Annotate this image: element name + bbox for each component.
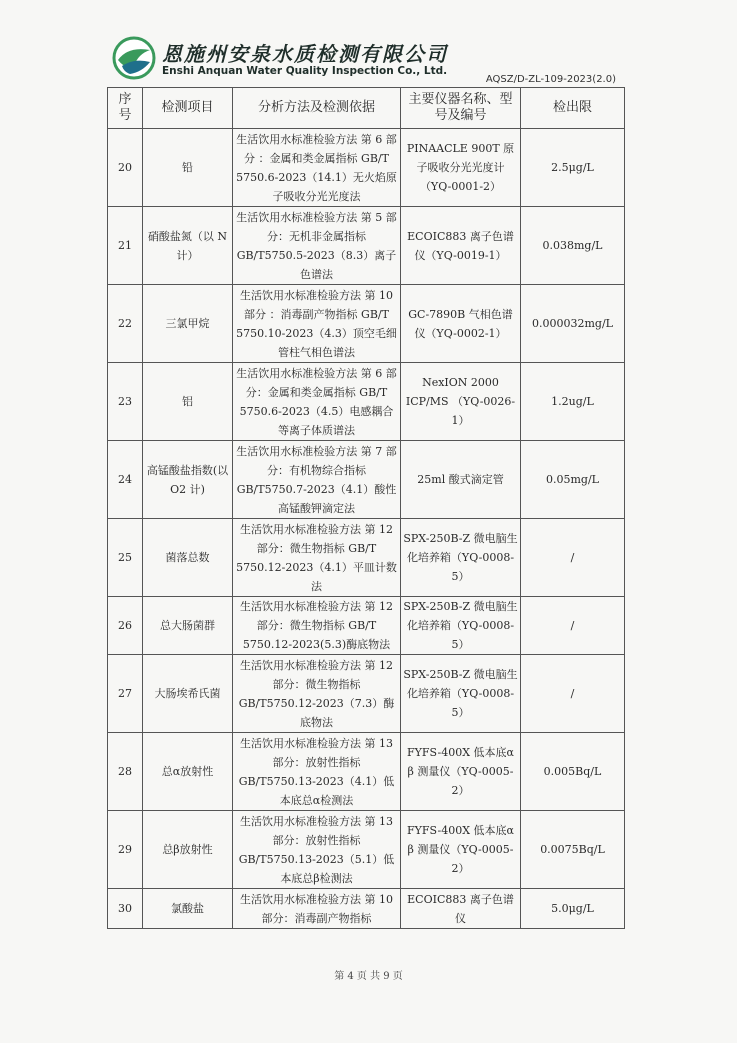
cell-item: 高锰酸盐指数(以 O2 计): [143, 441, 233, 519]
cell-method: 生活饮用水标准检验方法 第 5 部分：无机非金属指标 GB/T5750.5-2023（8.3）离子色谱法: [233, 207, 401, 285]
cell-instrument: 25ml 酸式滴定管: [401, 441, 521, 519]
cell-instrument: FYFS-400X 低本底α β 测量仪（YQ-0005-2）: [401, 733, 521, 811]
cell-seq: 23: [108, 363, 143, 441]
cell-limit: 0.038mg/L: [521, 207, 625, 285]
cell-method: 生活饮用水标准检验方法 第 13 部分：放射性指标 GB/T5750.13-2023（4.1）低本底总α检测法: [233, 733, 401, 811]
cell-limit: /: [521, 655, 625, 733]
company-name-cn: 恩施州安泉水质检测有限公司: [162, 42, 448, 66]
cell-item: 铝: [143, 363, 233, 441]
cell-limit: /: [521, 519, 625, 597]
cell-method: 生活饮用水标准检验方法 第 10 部分 ：消毒副产物指标 GB/T 5750.10-2023（4.3）顶空毛细管柱气相色谱法: [233, 285, 401, 363]
inspection-methods-table: [107, 87, 625, 929]
company-name-en: Enshi Anquan Water Quality Inspection Co., Ltd.: [162, 65, 448, 77]
cell-method: 生活饮用水标准检验方法 第 12 部分：微生物指标 GB/T 5750.12-2023（4.1）平皿计数法: [233, 519, 401, 597]
cell-seq: 25: [108, 519, 143, 597]
cell-seq: 28: [108, 733, 143, 811]
table-header-row: [108, 88, 625, 129]
cell-method: 生活饮用水标准检验方法 第 6 部分：金属和类金属指标 GB/T 5750.6-2023（4.5）电感耦合等离子体质谱法: [233, 363, 401, 441]
table-row: [108, 363, 625, 441]
cell-instrument: SPX-250B-Z 微电脑生化培养箱（YQ-0008-5）: [401, 655, 521, 733]
cell-limit: 1.2ug/L: [521, 363, 625, 441]
cell-item: 三氯甲烷: [143, 285, 233, 363]
cell-seq: 20: [108, 129, 143, 207]
document-number: AQSZ/D-ZL-109-2023(2.0): [485, 74, 616, 85]
table-row: [108, 207, 625, 285]
cell-seq: 27: [108, 655, 143, 733]
table-row: [108, 441, 625, 519]
cell-instrument: NexION 2000 ICP/MS （YQ-0026-1）: [401, 363, 521, 441]
header-instrument: 主要仪器名称、型号及编号: [401, 88, 521, 129]
cell-limit: 0.000032mg/L: [521, 285, 625, 363]
cell-item: 菌落总数: [143, 519, 233, 597]
header-seq: 序号: [108, 88, 143, 129]
header-method: 分析方法及检测依据: [233, 88, 401, 129]
cell-instrument: ECOIC883 离子色谱仪: [401, 889, 521, 929]
table-row: [108, 811, 625, 889]
cell-seq: 26: [108, 597, 143, 655]
cell-item: 总β放射性: [143, 811, 233, 889]
cell-item: 总α放射性: [143, 733, 233, 811]
header-item: 检测项目: [143, 88, 233, 129]
header-limit: 检出限: [521, 88, 625, 129]
cell-method: 生活饮用水标准检验方法 第 6 部分 ：金属和类金属指标 GB/T 5750.6-2023（14.1）无火焰原子吸收分光光度法: [233, 129, 401, 207]
cell-limit: 0.0075Bq/L: [521, 811, 625, 889]
cell-seq: 22: [108, 285, 143, 363]
cell-item: 硝酸盐氮（以 N 计）: [143, 207, 233, 285]
table-row: [108, 733, 625, 811]
cell-method: 生活饮用水标准检验方法 第 12 部分：微生物指标 GB/T5750.12-2023（7.3）酶底物法: [233, 655, 401, 733]
cell-instrument: ECOIC883 离子色谱仪（YQ-0019-1）: [401, 207, 521, 285]
cell-method: 生活饮用水标准检验方法 第 13 部分：放射性指标 GB/T5750.13-2023（5.1）低本底总β检测法: [233, 811, 401, 889]
cell-item: 铅: [143, 129, 233, 207]
cell-limit: 2.5μg/L: [521, 129, 625, 207]
cell-method: 生活饮用水标准检验方法 第 10 部分：消毒副产物指标: [233, 889, 401, 929]
cell-method: 生活饮用水标准检验方法 第 7 部分：有机物综合指标 GB/T5750.7-2023（4.1）酸性高锰酸钾滴定法: [233, 441, 401, 519]
cell-instrument: SPX-250B-Z 微电脑生化培养箱（YQ-0008-5）: [401, 519, 521, 597]
table-row: [108, 597, 625, 655]
cell-seq: 29: [108, 811, 143, 889]
cell-instrument: FYFS-400X 低本底α β 测量仪（YQ-0005-2）: [401, 811, 521, 889]
report-header: [112, 36, 622, 88]
cell-limit: 0.05mg/L: [521, 441, 625, 519]
page-number: 第 4 页 共 9 页: [334, 971, 403, 982]
table-row: [108, 519, 625, 597]
cell-item: 氯酸盐: [143, 889, 233, 929]
cell-limit: 5.0μg/L: [521, 889, 625, 929]
cell-limit: /: [521, 597, 625, 655]
table-row: [108, 655, 625, 733]
cell-limit: 0.005Bq/L: [521, 733, 625, 811]
cell-seq: 24: [108, 441, 143, 519]
table-row: [108, 889, 625, 929]
cell-item: 大肠埃希氏菌: [143, 655, 233, 733]
cell-method: 生活饮用水标准检验方法 第 12 部分：微生物指标 GB/T 5750.12-2023(5.3)酶底物法: [233, 597, 401, 655]
cell-instrument: GC-7890B 气相色谱仪（YQ-0002-1）: [401, 285, 521, 363]
cell-item: 总大肠菌群: [143, 597, 233, 655]
cell-seq: 30: [108, 889, 143, 929]
company-logo-icon: [112, 36, 156, 80]
cell-instrument: SPX-250B-Z 微电脑生化培养箱（YQ-0008-5）: [401, 597, 521, 655]
table-row: [108, 129, 625, 207]
table-row: [108, 285, 625, 363]
cell-seq: 21: [108, 207, 143, 285]
cell-instrument: PINAACLE 900T 原子吸收分光光度计（YQ-0001-2）: [401, 129, 521, 207]
